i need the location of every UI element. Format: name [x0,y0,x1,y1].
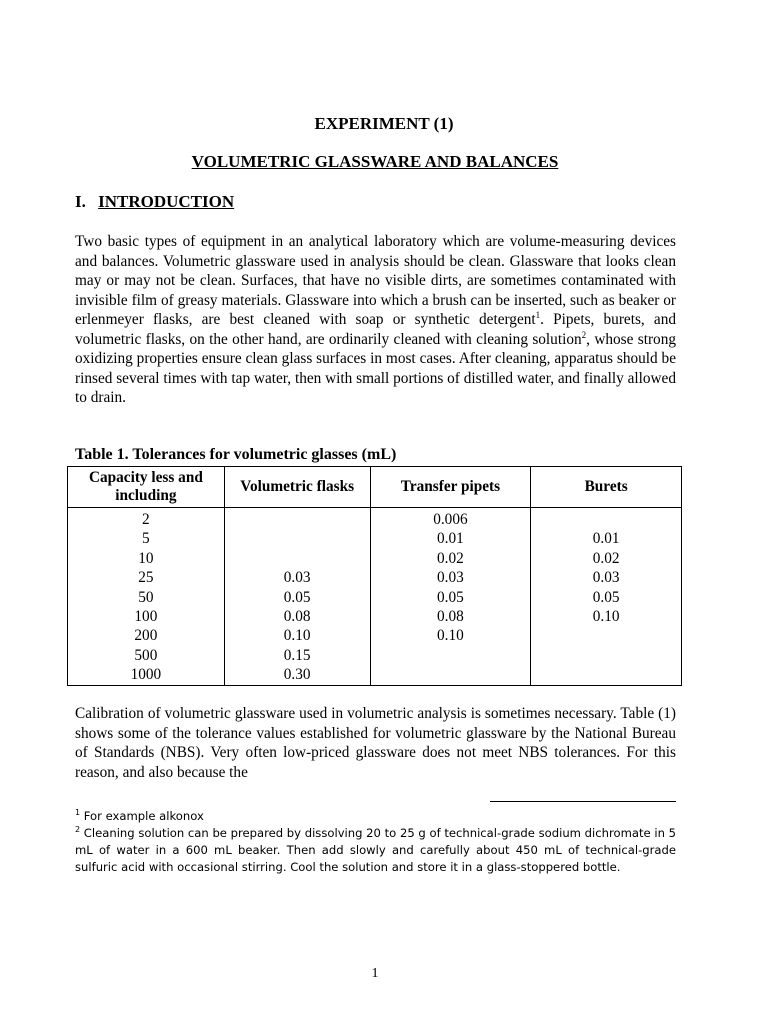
footnote-text-1: For example alkonox [80,809,204,823]
header-capacity: Capacity less and including [68,467,225,508]
table-row [68,588,682,607]
table-cell [531,665,682,685]
page-title: VOLUMETRIC GLASSWARE AND BALANCES [191,152,559,171]
table-cell: 0.02 [370,549,531,568]
table-cell: 2 [68,508,225,530]
table-cell: 0.03 [224,568,370,587]
table-cell: 0.30 [224,665,370,685]
table-cell: 0.03 [531,568,682,587]
table-caption: Table 1. Tolerances for volumetric glasses (mL) [75,446,397,463]
table-cell: 0.15 [224,646,370,665]
table-cell: 50 [68,588,225,607]
table-cell [224,508,370,530]
table-cell: 1000 [68,665,225,685]
intro-paragraph [75,232,676,408]
table-cell: 10 [68,549,225,568]
footnote-text-2: Cleaning solution can be prepared by dissolving 20 to 25 g of technical-grade sodium dichromate in 5 mL of water in a 600 mL beaker. Then add slowly and carefully about 450 mL of technical-grade sulfuric acid with occasional stirring. Cool the solution and store it in a glass-stoppered bottle. [75,826,676,874]
header-volumetric-flasks: Volumetric flasks [224,467,370,508]
intro-text-part3: , whose strong oxidizing properties ensure clean glass surfaces in most cases. After cleaning, apparatus should be rinsed several times with tap water, then with small portions of distilled water, and finally allowed to drain. [75,330,676,406]
experiment-title: EXPERIMENT (1) [314,114,454,133]
table-cell: 0.10 [224,626,370,645]
table-row [68,508,682,530]
table-cell: 0.01 [531,529,682,548]
table-cell: 0.03 [370,568,531,587]
table-cell: 0.08 [224,607,370,626]
intro-text-part1: Two basic types of equipment in an analytical laboratory which are volume-measuring devices and balances. Volumetric glassware used in analysis should be clean. Glassware that looks clean may or may not be clean. Surfaces, that have no visible dirts, are sometimes contaminated with invisible film of greasy materials. Glassware into which a brush can be inserted, such as beaker or erlenmeyer flasks, are best cleaned with soap or synthetic detergent [75,233,676,328]
footnote-divider [490,801,676,802]
intro-text-part2: . Pipets, burets, and volumetric flasks, on the other hand, are ordinarily cleaned with cleaning solution [75,311,676,348]
table-row [68,529,682,548]
table-cell [224,549,370,568]
table-cell: 0.10 [370,626,531,645]
page-number: 1 [371,966,379,981]
section-title: INTRODUCTION [98,192,235,211]
footnote-ref-1: 1 [535,309,541,320]
section-number: I. [75,192,86,211]
footnote-mark-2: 2 [75,825,81,835]
table-cell: 0.05 [531,588,682,607]
table-row [68,646,682,665]
table-header-row [68,467,682,508]
table-cell [370,665,531,685]
table-body [68,508,682,686]
section-heading [75,192,234,212]
table-cell: 0.05 [370,588,531,607]
table-cell: 5 [68,529,225,548]
table-cell [224,529,370,548]
footnote-ref-2: 2 [581,329,587,340]
table-cell: 0.10 [531,607,682,626]
table-row [68,549,682,568]
calibration-paragraph: Calibration of volumetric glassware used in volumetric analysis is sometimes necessary. Table (1) shows some of the tolerance values established for volumetric glassware by the National Bureau of Standards (NBS). Very often low-priced glassware does not meet NBS tolerances. For this reason, and also because the [75,705,676,781]
table-cell: 500 [68,646,225,665]
table-cell: 0.01 [370,529,531,548]
table-cell: 0.08 [370,607,531,626]
table-cell: 100 [68,607,225,626]
table-row [68,626,682,645]
table-cell: 200 [68,626,225,645]
footnote-2 [75,825,676,876]
footnote-mark-1: 1 [75,808,81,818]
table-cell: 0.02 [531,549,682,568]
table-cell [531,626,682,645]
table-row [68,568,682,587]
table-cell [531,646,682,665]
table-row [68,665,682,685]
table-cell [531,508,682,530]
table-cell: 0.006 [370,508,531,530]
header-burets: Burets [531,467,682,508]
footnote-1 [75,808,676,825]
table-cell: 25 [68,568,225,587]
table-row [68,607,682,626]
footnotes [75,808,676,876]
table-cell [370,646,531,665]
tolerance-table [67,466,682,686]
table-cell: 0.05 [224,588,370,607]
header-transfer-pipets: Transfer pipets [370,467,531,508]
